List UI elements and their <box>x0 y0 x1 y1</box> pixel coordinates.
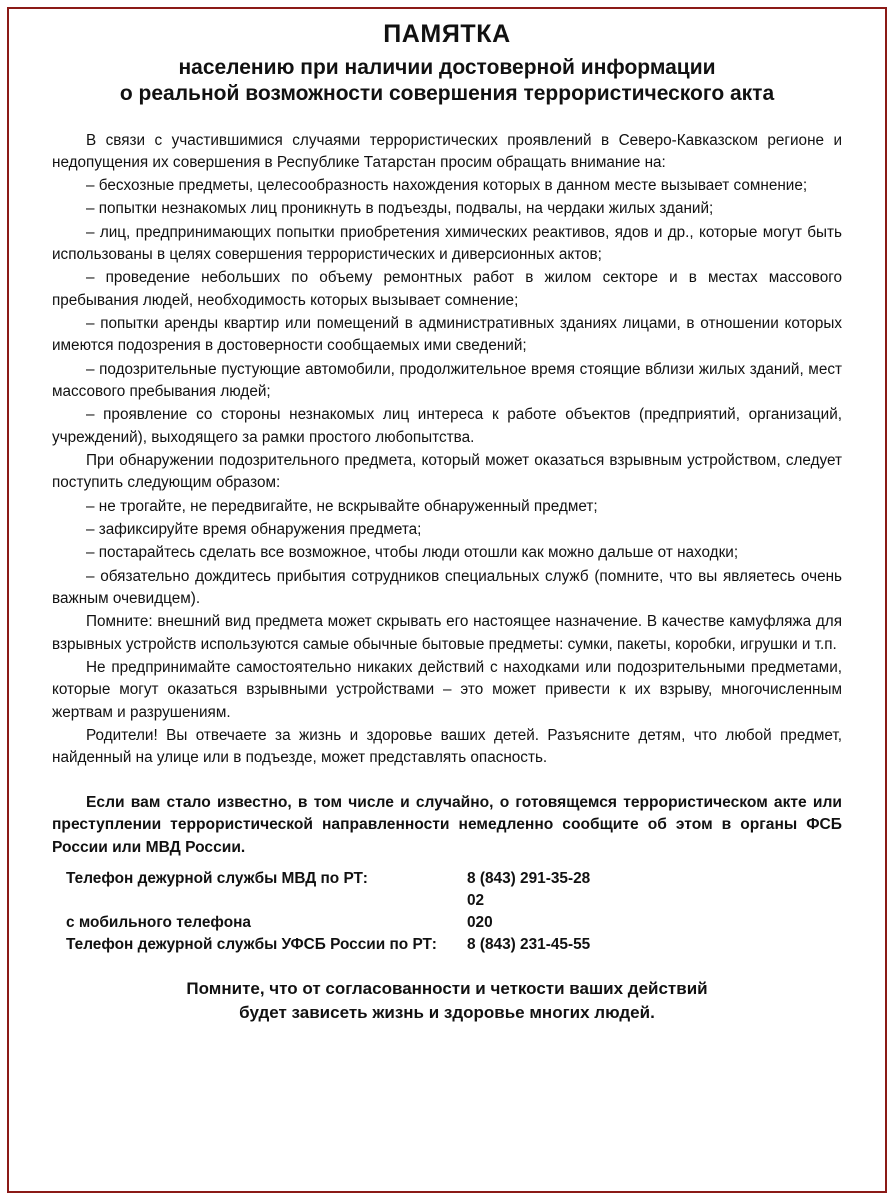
footer-line-2: будет зависеть жизнь и здоровье многих людей. <box>239 1003 655 1023</box>
document-title-block <box>52 20 842 108</box>
document-body <box>52 130 842 770</box>
page-subtitle-line1: населению при наличии достоверной информации <box>178 56 716 79</box>
paragraph-action-4: – обязательно дождитесь прибытия сотрудников специальных служб (помните, что вы являетесь очень важным очевидцем). <box>52 567 842 608</box>
phone-value: 8 (843) 291-35-28 <box>467 869 591 887</box>
paragraph-item-3: – лиц, предпринимающих попытки приобретения химических реактивов, ядов и др., которые могут быть использованы в целях совершения террористических и диверсионных актов; <box>52 223 842 264</box>
footer-note <box>52 977 842 1025</box>
page-subtitle-line2: о реальной возможности совершения террористического акта <box>119 82 775 106</box>
phone-value: 02 <box>467 891 485 909</box>
phone-label: с мобильного телефона <box>66 913 251 931</box>
page-title: ПАМЯТКА <box>383 20 511 48</box>
paragraph-item-6: – подозрительные пустующие автомобили, продолжительное время стоящие вблизи жилых зданий, мест массового пребывания людей; <box>52 360 842 401</box>
paragraph-remember: Помните: внешний вид предмета может скрывать его настоящее назначение. В качестве камуфляжа для взрывных устройств используются самые обычные бытовые предметы: сумки, пакеты, коробки, игрушки и т.п. <box>52 613 842 653</box>
alert-block <box>52 792 842 860</box>
phone-row <box>52 934 842 956</box>
document-content <box>52 20 842 1025</box>
phone-label: Телефон дежурной службы МВД по РТ: <box>66 869 368 887</box>
paragraph-parents: Родители! Вы отвечаете за жизнь и здоровье ваших детей. Разъясните детям, что любой предмет, найденный на улице или в подъезде, может представлять опасность. <box>52 727 842 767</box>
paragraph-found-object-intro: При обнаружении подозрительного предмета, который может оказаться взрывным устройством, следует поступить следующим образом: <box>52 452 842 492</box>
paragraph-intro: В связи с участившимися случаями террористических проявлений в Северо-Кавказском регионе и недопущения их совершения в Республике Татарстан просим обращать внимание на: <box>52 131 842 171</box>
paragraph-action-1: – не трогайте, не передвигайте, не вскрывайте обнаруженный предмет; <box>86 497 598 515</box>
phone-value: 8 (843) 231-45-55 <box>467 935 591 953</box>
paragraph-item-1: – бесхозные предметы, целесообразность нахождения которых в данном месте вызывает сомнение; <box>86 177 808 195</box>
paragraph-warning: Не предпринимайте самостоятельно никаких действий с находками или подозрительными предметами, которые могут оказаться взрывными устройствами – это может привести к их взрыву, многочисленным жертвам и разрушениям. <box>52 659 842 721</box>
phone-row <box>52 868 842 890</box>
paragraph-action-2: – зафиксируйте время обнаружения предмета; <box>86 521 422 539</box>
paragraph-item-5: – попытки аренды квартир или помещений в административных зданиях лицами, в отношении которых имеются подозрения в достоверности сообщаемых ими сведений; <box>52 315 842 355</box>
alert-text: Если вам стало известно, в том числе и случайно, о готовящемся террористическом акте или преступлении террористической направленности немедленно сообщите об этом в органы ФСБ России или МВД России. <box>52 793 842 857</box>
phone-row <box>52 890 842 912</box>
phone-value: 020 <box>467 913 493 931</box>
paragraph-item-4: – проведение небольших по объему ремонтных работ в жилом секторе и в местах массового пребывания людей, необходимость которых вызывает сомнение; <box>52 269 842 309</box>
paragraph-item-2: – попытки незнакомых лиц проникнуть в подъезды, подвалы, на чердаки жилых зданий; <box>86 200 714 218</box>
phone-row <box>52 912 842 934</box>
phone-label: Телефон дежурной службы УФСБ России по РТ: <box>66 935 437 953</box>
paragraph-item-7: – проявление со стороны незнакомых лиц интереса к работе объектов (предприятий, организаций, учреждений), выходящего за рамки простого любопытства. <box>52 406 842 446</box>
phone-list <box>52 868 842 956</box>
footer-line-1: Помните, что от согласованности и четкости ваших действий <box>186 979 708 999</box>
paragraph-action-3: – постарайтесь сделать все возможное, чтобы люди отошли как можно дальше от находки; <box>86 544 739 562</box>
